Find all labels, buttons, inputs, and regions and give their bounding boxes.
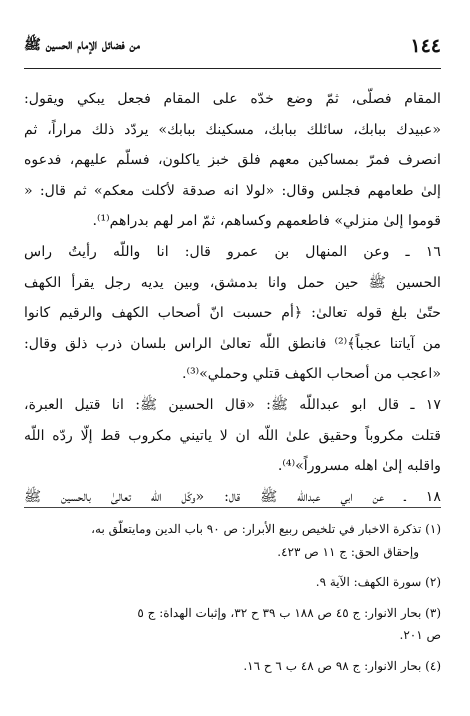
text-line: «اعجب من أصحاب الكهف قتلي وحملي»⁽³⁾.: [181, 366, 441, 383]
text-line: حتّىٰ بلغ قوله تعالىٰ: ﴿أم حسبت انّ أصحاب الكهف والرقيم كانوا: [24, 305, 441, 322]
footnote-line: (٣) بحار الانوار: ج ٤٥ ص ١٨٨ ب ٣٩ ح ٣٢، وإثبات الهداة: ج ٥: [137, 605, 441, 620]
footnote-divider: [24, 507, 441, 508]
page-header: [24, 30, 441, 62]
footnote-line: ص ٢٠١.: [399, 628, 441, 642]
text-line: قتلت مكروباً وحقيق علىٰ اللّه ان لا ياتيني مكروب قط إلّا ردّه اللّه: [24, 427, 441, 444]
footnote-line: وإحقاق الحق: ج ١١ ص ٤٢٣.: [277, 544, 419, 559]
footnotes: [24, 518, 441, 685]
main-text: [24, 84, 441, 512]
text-line: المقام فصلّى، ثمّ وضع خدّه على المقام فجعل يبكي ويقول:: [24, 91, 441, 107]
text-line: من آياتنا عجباً﴾⁽²⁾ فانطق اللّه تعالىٰ الراس بلسان ذرب ذلق وقال:: [24, 335, 441, 352]
text-line: ١٨ ـ عن ابي عبداللّه ﷺ قال: «وكّل اللّه تعالىٰ بالحسين ﷺ: [24, 488, 441, 505]
header-divider: [24, 68, 441, 69]
text-line: الحسين ﷺ حين حمل وانا بدمشق، وبين يديه رجل يقرأ الكهف: [24, 274, 441, 291]
running-title: من فضائل الإمام الحسين ﷺ: [24, 37, 140, 53]
text-line: انصرف فمرّ بمساكين معهم فلق خبز ياكلون، فسلّم عليهم، فدعوه: [24, 152, 441, 169]
page-number: ١٤٤: [410, 35, 441, 57]
footnote-line: (٢) سورة الكهف: الآية ٩.: [315, 575, 441, 589]
text-line: ١٦ ـ وعن المنهال بن عمرو قال: انا واللّه رأيتُ راس: [24, 243, 441, 260]
footnote-line: (١) تذكرة الاخبار في تلخيص ربيع الأبرار: ص ٩٠ باب الدين ومايتعلّق به،: [91, 522, 441, 536]
text-line: واقلبه إلىٰ اهله مسروراً»⁽⁴⁾.: [277, 458, 441, 475]
text-line: ١٧ ـ قال ابو عبداللّه ﷺ: «قال الحسين ﷺ: انا قتيل العبرة،: [24, 396, 441, 413]
text-line: «عبيدك ببابك، سائلك ببابك، مسكينك ببابك» يردّد ذلك مراراً، ثم: [24, 121, 441, 138]
footnote-line: (٤) بحار الانوار: ج ٩٨ ص ٤٨ ب ٦ ح ١٦.: [243, 658, 441, 673]
text-line: قوموا إلىٰ منزلي» فاطعمهم وكساهم، ثمّ امر لهم بدراهم⁽¹⁾.: [92, 213, 441, 230]
text-line: إلىٰ طعامهم فجلس وقال: «لولا انه صدقة لأكلت معكم» ثم قال: «: [24, 182, 441, 199]
